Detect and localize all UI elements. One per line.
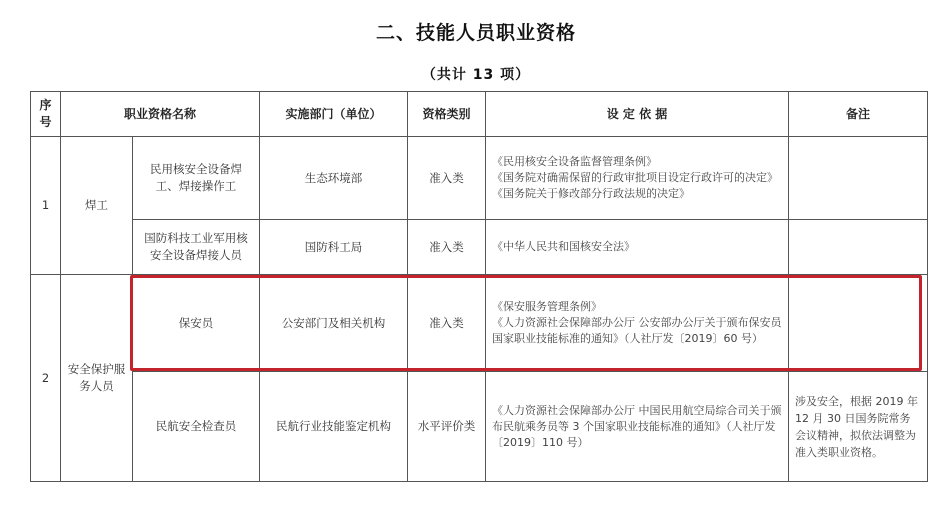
basis-line: 《保安服务管理条例》 xyxy=(492,300,603,313)
seq-cell: 2 xyxy=(31,275,61,482)
basis-line: 《中华人民共和国核安全法》 xyxy=(492,240,636,253)
dept-cell: 民航行业技能鉴定机构 xyxy=(260,372,408,482)
page-subtitle: （共计 13 项） xyxy=(421,67,531,83)
header-row xyxy=(31,92,928,137)
dept-cell: 公安部门及相关机构 xyxy=(260,275,408,372)
name-cell: 国防科技工业军用核安全设备焊接人员 xyxy=(133,220,260,275)
note-cell xyxy=(789,275,928,372)
group-name-cell: 焊工 xyxy=(61,137,133,275)
header-note: 备注 xyxy=(789,92,928,137)
group-name-cell: 安全保护服务人员 xyxy=(61,275,133,482)
page-title: 二、技能人员职业资格 xyxy=(375,22,576,44)
category-cell: 准入类 xyxy=(408,137,486,220)
basis-line: 《国务院关于修改部分行政法规的决定》 xyxy=(492,187,691,200)
name-cell: 民用核安全设备焊工、焊接操作工 xyxy=(133,137,260,220)
header-seq: 序号 xyxy=(31,92,61,137)
basis-cell xyxy=(486,372,789,482)
table-row xyxy=(31,137,928,220)
table-row-highlighted xyxy=(31,275,928,372)
header-name: 职业资格名称 xyxy=(61,92,260,137)
category-cell: 准入类 xyxy=(408,275,486,372)
basis-cell xyxy=(486,137,789,220)
table-row xyxy=(31,220,928,275)
basis-cell xyxy=(486,220,789,275)
name-cell: 保安员 xyxy=(133,275,260,372)
dept-cell: 国防科工局 xyxy=(260,220,408,275)
table-row xyxy=(31,372,928,482)
header-basis: 设 定 依 据 xyxy=(486,92,789,137)
seq-cell: 1 xyxy=(31,137,61,275)
note-cell: 涉及安全，根据 2019 年 12 月 30 日国务院常务会议精神，拟依法调整为准入类职业资格。 xyxy=(789,372,928,482)
basis-line: 《人力资源社会保障部办公厅 公安部办公厅关于颁布保安员国家职业技能标准的通知》（人社厅发〔2019〕60 号） xyxy=(492,316,782,345)
dept-cell: 生态环境部 xyxy=(260,137,408,220)
header-dept: 实施部门（单位） xyxy=(260,92,408,137)
category-cell: 准入类 xyxy=(408,220,486,275)
category-cell: 水平评价类 xyxy=(408,372,486,482)
header-category: 资格类别 xyxy=(408,92,486,137)
note-cell xyxy=(789,137,928,220)
basis-cell xyxy=(486,275,789,372)
basis-line: 《民用核安全设备监督管理条例》 xyxy=(492,155,658,168)
name-cell: 民航安全检查员 xyxy=(133,372,260,482)
qualification-table xyxy=(30,91,928,482)
basis-line: 《国务院对确需保留的行政审批项目设定行政许可的决定》 xyxy=(492,171,779,184)
note-cell xyxy=(789,220,928,275)
basis-line: 《人力资源社会保障部办公厅 中国民用航空局综合司关于颁布民航乘务员等 3 个国家职业技能标准的通知》（人社厅发〔2019〕110 号） xyxy=(492,403,782,449)
